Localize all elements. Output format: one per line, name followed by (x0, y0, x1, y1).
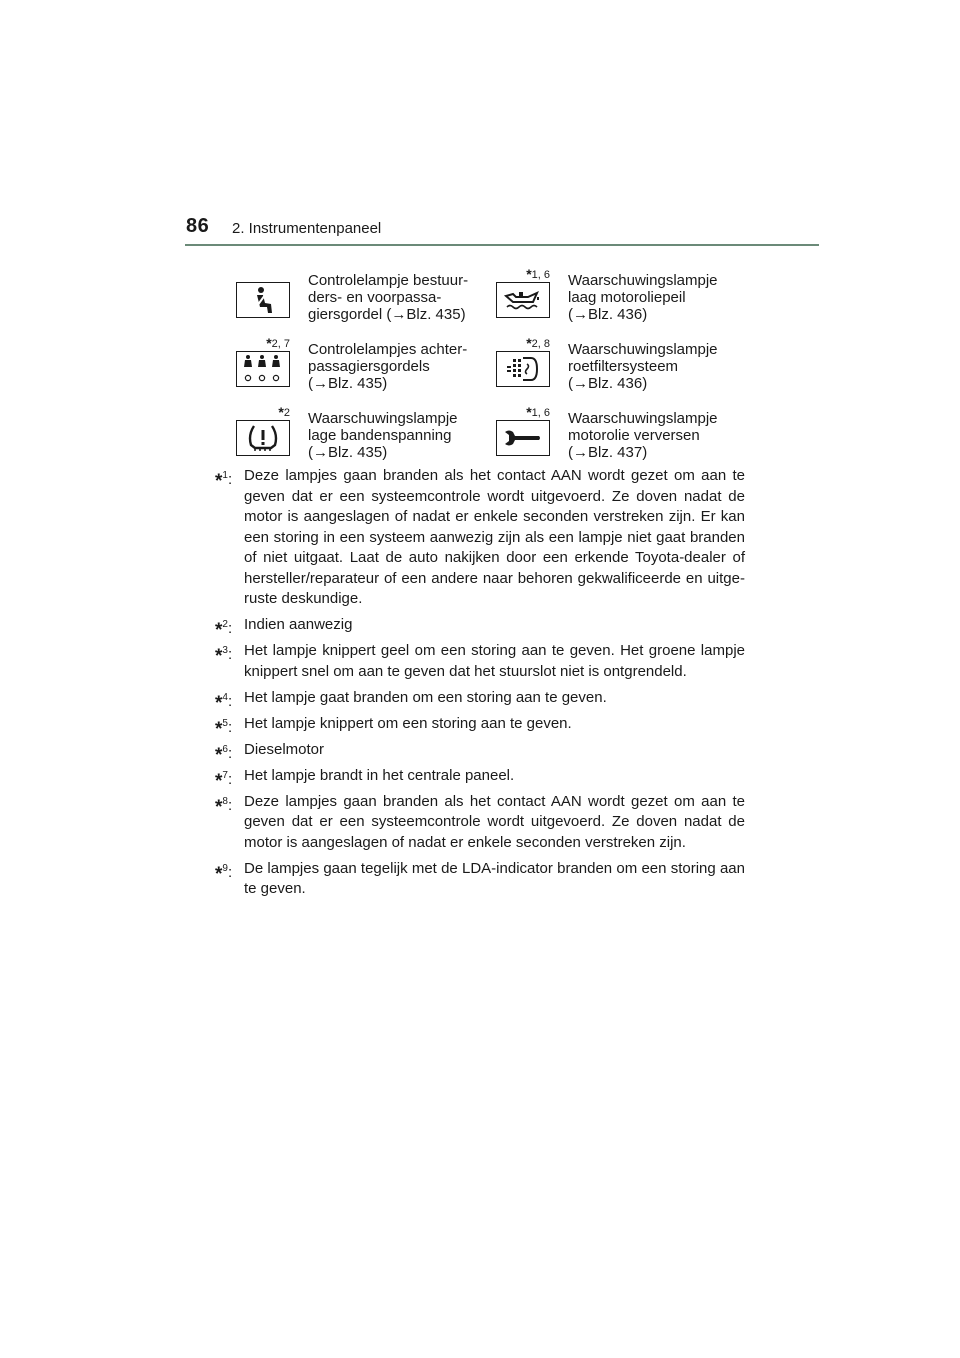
indicator-description: Waarschuwingslampje motorolie verversen (→Blz. 437) (568, 410, 718, 461)
footnote: *$^4$: Het lampje gaat branden om een storing aan te geven. (215, 688, 607, 714)
footnote: *$^3$: Het lampje knippert geel om een storing aan te geven. Het groene lampje knippert snel om aan te geven dat het stuurslot niet is ontgrendeld. (215, 642, 745, 680)
oil-level-icon (496, 282, 550, 318)
footnote: *$^8$: Deze lampjes gaan branden als het contact AAN wordt gezet om aan te geven dat er een systeemcontrole wordt uitgevoerd. Ze doven nadat de motor is aangeslagen of nadat er enkele seconden verstreken zijn. (215, 792, 745, 851)
indicator-description: Controlelampje bestuur- ders- en voorpassa- giersgordel (→Blz. 435) (308, 272, 469, 323)
footnote: *$^2$: Indien aanwezig (215, 616, 353, 641)
tire-pressure-icon (236, 420, 290, 456)
seatbelt-icon (236, 282, 290, 318)
footnote-ref: *2 (278, 404, 290, 420)
footnote: *$^7$: Het lampje brandt in het centrale paneel. (215, 766, 515, 792)
section-title: 2. Instrumentenpaneel (232, 220, 382, 237)
footnotes-list (215, 466, 745, 905)
rear-seatbelt-icon (236, 351, 290, 387)
header-rule (185, 244, 819, 246)
particulate-filter-icon (496, 351, 550, 387)
footnote-ref: *1, 6 (526, 404, 550, 420)
footnote-ref: *1, 6 (526, 266, 550, 282)
page-number: 86 (186, 215, 210, 237)
indicator-description: Waarschuwingslampje laag motoroliepeil (→Blz. 436) (568, 272, 718, 323)
wrench-icon (496, 420, 550, 456)
footnote-ref: *2, 8 (526, 335, 550, 351)
footnote: *$^9$: De lampjes gaan tegelijk met de LDA-indicator branden om een storing aan te geven. (215, 859, 745, 897)
indicator-description: Waarschuwingslampje lage bandenspanning (→Blz. 435) (308, 410, 458, 461)
footnote: *$^5$: Het lampje knippert om een storing aan te geven. (215, 714, 572, 740)
footnote: *$^1$: Deze lampjes gaan branden als het contact AAN wordt gezet om aan te geven dat er een systeemcontrole wordt uitgevoerd. Ze doven nadat de motor is aangeslagen of nadat er enkele seconden verstreken zijn. Er kan een storing in een systeem aanwezig zijn als een lampje niet gaat branden of niet uitgaat. Laat de auto nakijken door een erkende Toyota-dealer of hersteller/reparateur of een andere naar behoren gekwalificeerde en uitge-ruste deskundige. (215, 467, 745, 607)
footnote: *$^6$: Dieselmotor (215, 740, 325, 766)
indicator-description: Controlelampjes achter- passagiersgordels (→Blz. 435) (308, 341, 468, 392)
footnote-ref: *2, 7 (266, 335, 290, 351)
indicator-description: Waarschuwingslampje roetfiltersysteem (→Blz. 436) (568, 341, 718, 392)
